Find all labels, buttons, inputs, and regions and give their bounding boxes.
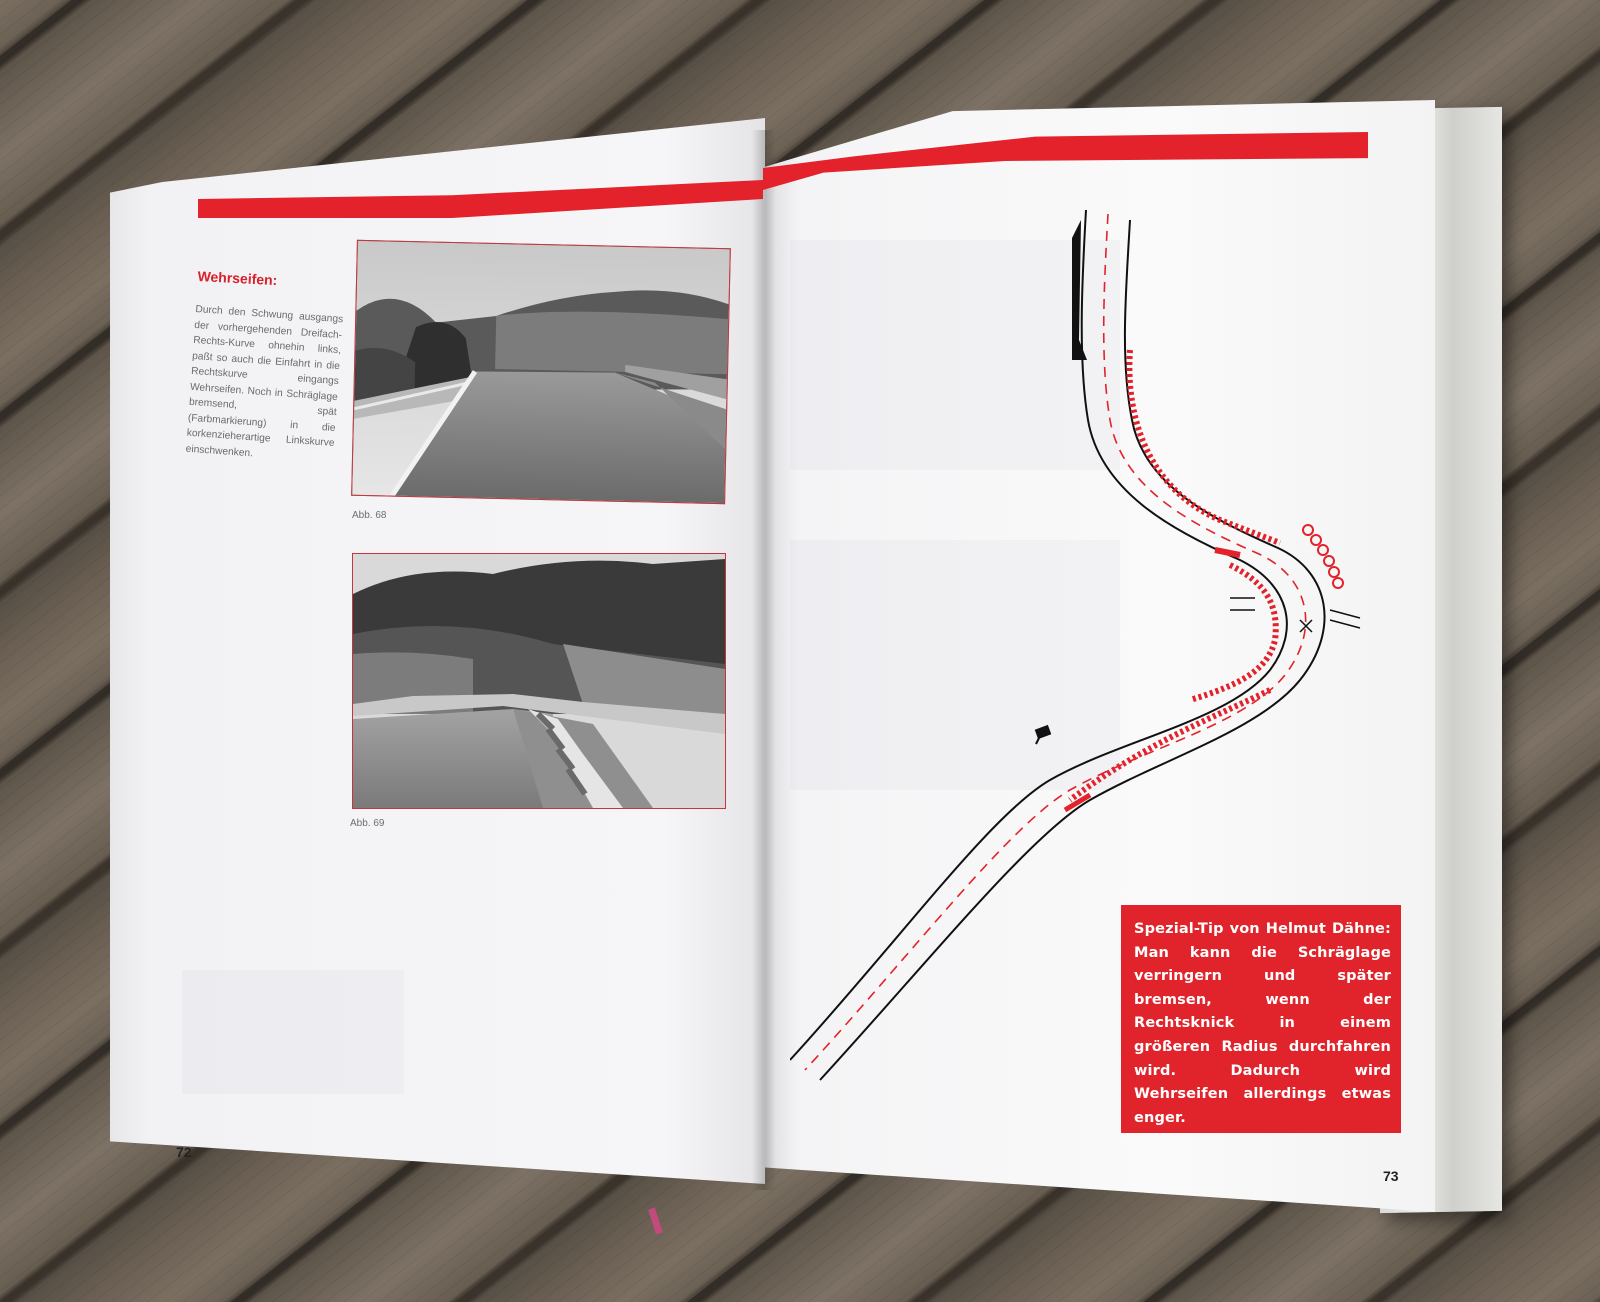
page-number-left: 72 xyxy=(176,1144,192,1160)
figure-caption: Abb. 69 xyxy=(350,818,385,829)
special-tip-text: Spezial-Tip von Helmut Dähne: Man kann die Schräglage verringern und später bremsen, wenn der Rechtsknick in einem größeren Radius durchfahren wird. Dadurch wird Wehrseifen allerdings etwas enger. xyxy=(1134,921,1391,1126)
page-number-right: 73 xyxy=(1383,1168,1399,1184)
section-body-text: Durch den Schwung ausgangs der vorhergehenden Dreifach-Rechts-Kurve ohnehin links, paßt so auch die Einfahrt in die Rechtskurve eingangs Wehrseifen. Noch in Schräglage bremsend, spät (Farbmarkierung) in die korkenzieherartige Linkskurve einschwenken. xyxy=(185,303,344,459)
book-gutter xyxy=(752,130,776,1190)
show-through-shadow xyxy=(182,970,404,1094)
section-heading: Wehrseifen: xyxy=(197,268,278,289)
special-tip-box xyxy=(1121,905,1401,1133)
figure-caption: Abb. 68 xyxy=(352,510,387,521)
photo-abb-68 xyxy=(351,240,731,504)
photo-abb-69 xyxy=(352,553,726,809)
